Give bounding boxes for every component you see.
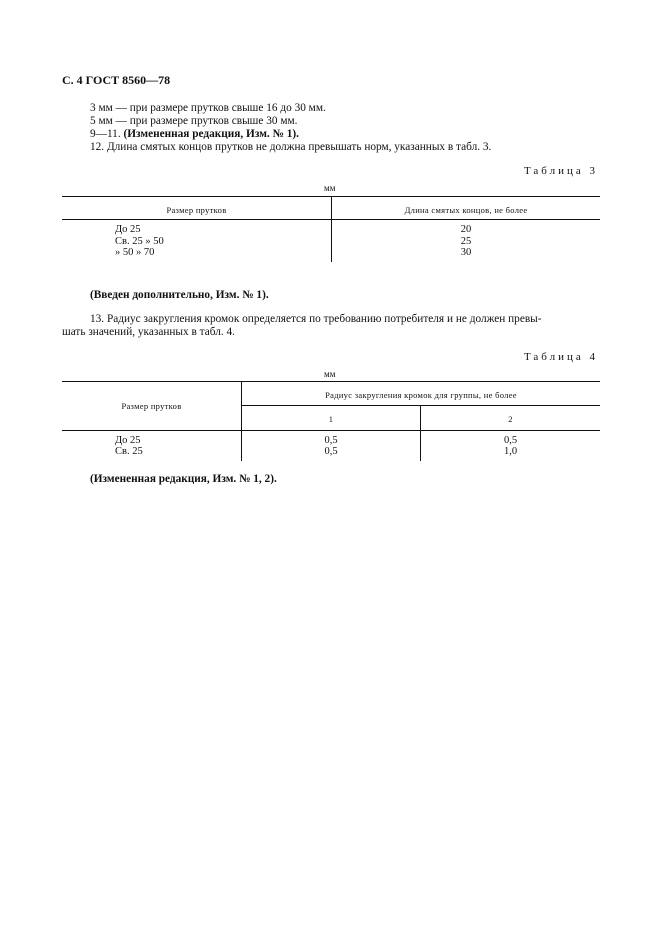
table3-note: (Введен дополнительно, Изм. № 1). [90,289,269,301]
text-line: 5 мм — при размере прутков свыше 30 мм. [90,115,298,127]
table-cell: 30 [460,247,472,258]
table-row: Св. 25 » 50 [115,236,164,247]
amendment-note: (Измененная редакция, Изм. № 1). [123,128,299,140]
clause-13-line2: шать значений, указанных в табл. 4. [62,326,235,338]
table-row: До 25 [115,224,141,235]
table4-sub-header-2: 2 [508,414,513,424]
clause-number: 9—11. [90,128,121,140]
amendment-line [90,128,299,140]
table-cell: 1,0 [503,446,518,457]
table-cell: 0,5 [503,435,518,446]
table-row: До 25 [115,435,141,446]
table4-sub-header-1: 1 [328,414,334,424]
table4-label: Таблица 4 [523,351,598,363]
table4-unit: мм [324,369,336,379]
table4-col1-header: Размер прутков [121,401,182,411]
table-cell: 0,5 [324,435,338,446]
table4-top-rule [62,381,600,382]
table3-col1-header: Размер прутков [166,205,227,215]
table3-unit: мм [324,183,336,193]
table-cell: 20 [460,224,472,235]
table-row: Св. 25 [115,446,143,457]
table4-group-header: Радиус закругления кромок для группы, не более [325,390,517,400]
table3-header-rule [62,219,600,220]
table-row: » 50 » 70 [115,247,155,258]
page-header: С. 4 ГОСТ 8560—78 [62,73,171,87]
text-line: 3 мм — при размере прутков свыше 16 до 30 мм. [90,102,326,114]
table3-label: Таблица 3 [523,165,598,177]
table-cell: 25 [460,236,472,247]
table4-note: (Измененная редакция, Изм. № 1, 2). [90,473,277,485]
clause-13-line1: 13. Радиус закругления кромок определяется по требованию потребителя и не должен превы- [90,313,542,325]
table4-header-rule [62,430,600,431]
clause-12: 12. Длина смятых концов прутков не должна превышать норм, указанных в табл. 3. [90,141,492,153]
table3-col2-header: Длина смятых концов, не более [404,205,528,215]
table-cell: 0,5 [324,446,338,457]
